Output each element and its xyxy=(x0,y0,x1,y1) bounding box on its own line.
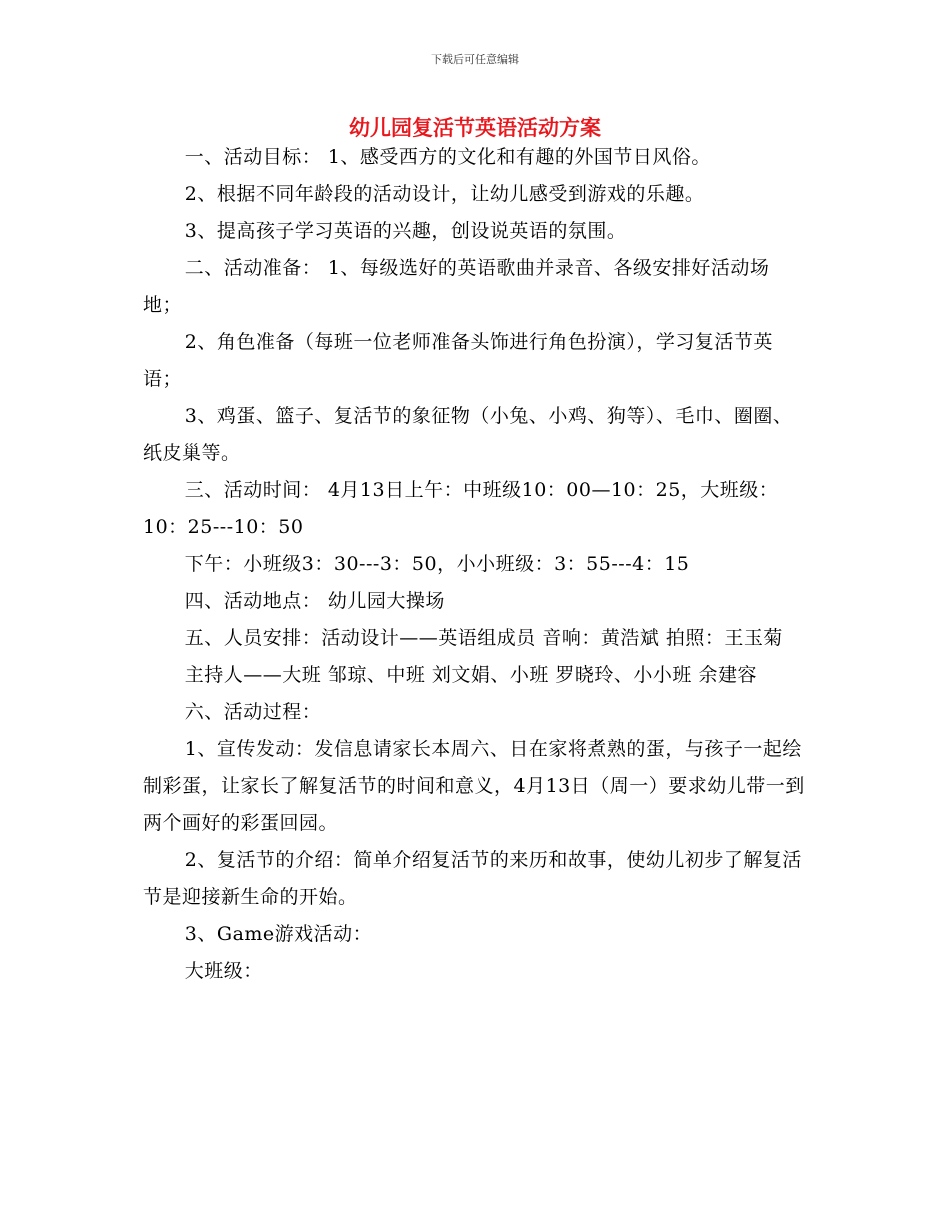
paragraph-location: 四、活动地点： 幼儿园大操场 xyxy=(184,590,445,612)
paragraph-goal-2: 2、根据不同年龄段的活动设计，让幼儿感受到游戏的乐趣。 xyxy=(184,183,705,205)
paragraph-staff: 五、人员安排：活动设计——英语组成员 音响：黄浩斌 拍照：王玉菊 xyxy=(184,627,783,649)
paragraph-goal-3: 3、提高孩子学习英语的兴趣，创设说英语的氛围。 xyxy=(184,220,627,242)
document-body xyxy=(143,139,805,990)
paragraph-process-heading: 六、活动过程： xyxy=(184,701,322,723)
page-header-note: 下载后可任意编辑 xyxy=(431,53,519,66)
paragraph-time-afternoon: 下午：小班级3：30---3：50，小小班级：3：55---4：15 xyxy=(184,553,690,575)
paragraph-process-2: 2、复活节的介绍：简单介绍复活节的来历和故事，使幼儿初步了解复活节是迎接新生命的开始。 xyxy=(143,849,802,908)
paragraph-goal-1: 一、活动目标： 1、感受西方的文化和有趣的外国节日风俗。 xyxy=(184,146,711,168)
paragraph-senior-class: 大班级： xyxy=(184,960,263,982)
paragraph-prep-1: 二、活动准备： 1、每级选好的英语歌曲并录音、各级安排好活动场地； xyxy=(143,257,770,316)
paragraph-process-3: 3、Game游戏活动： xyxy=(184,923,373,945)
paragraph-prep-2: 2、角色准备（每班一位老师准备头饰进行角色扮演），学习复活节英语； xyxy=(143,331,773,390)
paragraph-process-1: 1、宣传发动：发信息请家长本周六、日在家将煮熟的蛋，与孩子一起绘制彩蛋，让家长了解复活节的时间和意义，4月13日（周一）要求幼儿带一到两个画好的彩蛋回园。 xyxy=(143,738,805,834)
paragraph-prep-3: 3、鸡蛋、篮子、复活节的象征物（小兔、小鸡、狗等）、毛巾、圈圈、纸皮巢等。 xyxy=(143,405,793,464)
paragraph-time-morning: 三、活动时间： 4月13日上午：中班级10：00—10：25，大班级：10：25---10：50 xyxy=(143,479,779,538)
paragraph-hosts: 主持人——大班 邹琼、中班 刘文娟、小班 罗晓玲、小小班 余建容 xyxy=(184,664,757,686)
document-title: 幼儿园复活节英语活动方案 xyxy=(349,115,601,140)
